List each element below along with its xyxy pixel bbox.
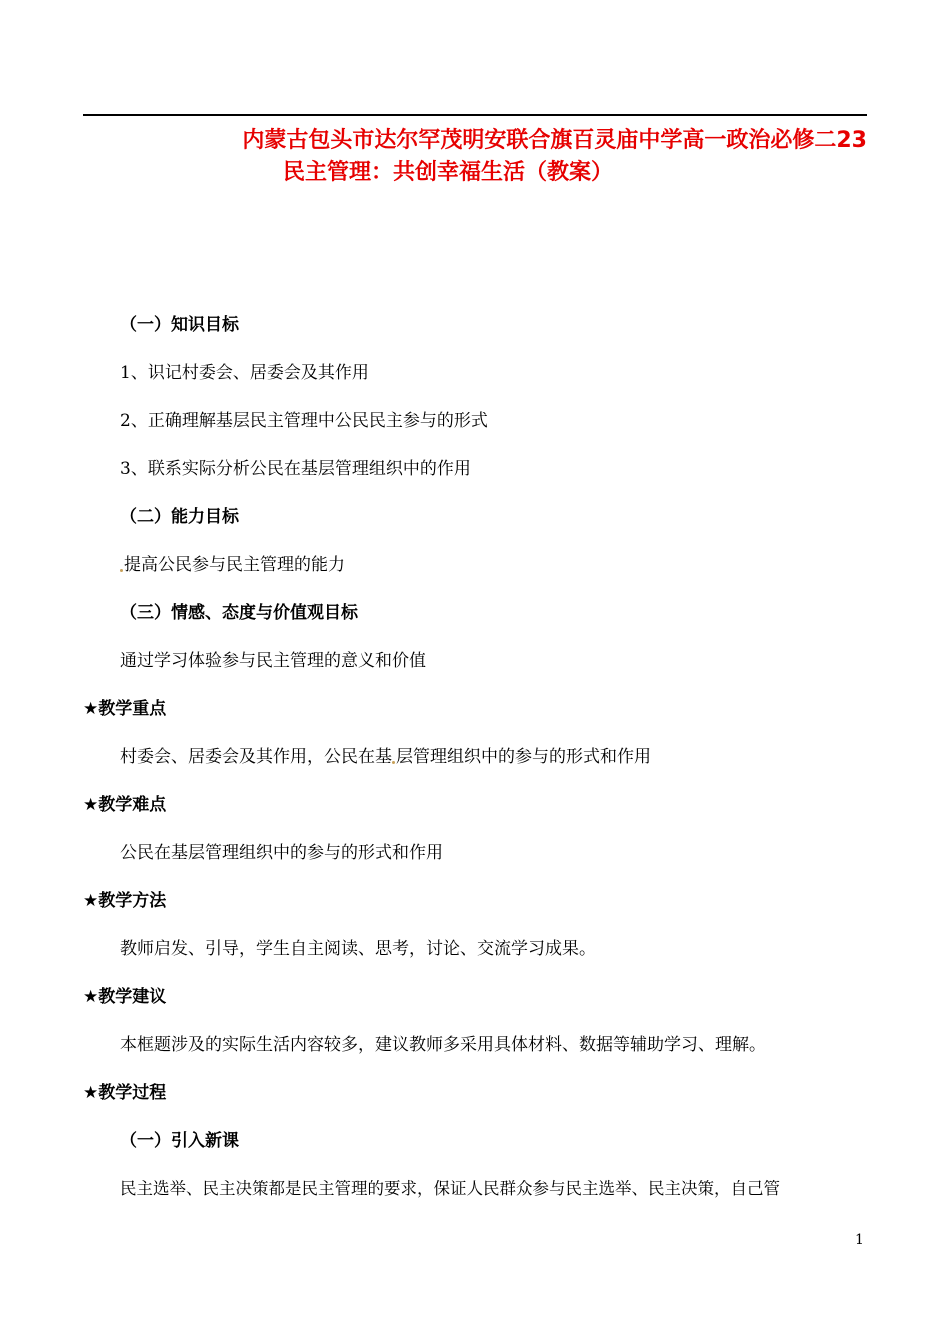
methods-text: 教师启发、引导，学生自主阅读、思考，讨论、交流学习成果。 xyxy=(120,939,596,959)
difficulties-heading: ★教学难点 xyxy=(83,795,167,815)
key-points-text xyxy=(120,745,651,769)
key-points-text-a: 村委会、居委会及其作用，公民在基 xyxy=(120,747,392,767)
suggestions-text: 本框题涉及的实际生活内容较多，建议教师多采用具体材料、数据等辅助学习、理解。 xyxy=(120,1035,766,1055)
ability-objectives-text xyxy=(120,553,345,577)
emotion-objectives-heading: （三）情感、态度与价值观目标 xyxy=(120,603,358,623)
knowledge-item-1: 1、识记村委会、居委会及其作用 xyxy=(120,363,369,383)
document-title xyxy=(83,125,867,189)
ability-objectives-heading: （二）能力目标 xyxy=(120,507,239,527)
intro-text: 民主选举、民主决策都是民主管理的要求，保证人民群众参与民主选举、民主决策，自己管 xyxy=(120,1179,780,1198)
marker-dot xyxy=(392,761,395,764)
key-points-heading: ★教学重点 xyxy=(83,699,167,719)
knowledge-item-3: 3、联系实际分析公民在基层管理组织中的作用 xyxy=(120,459,471,479)
knowledge-objectives-heading: （一）知识目标 xyxy=(120,315,239,335)
page-number: 1 xyxy=(855,1232,864,1248)
methods-heading: ★教学方法 xyxy=(83,891,167,911)
header-rule xyxy=(83,114,867,116)
ability-text: 提高公民参与民主管理的能力 xyxy=(124,555,345,575)
knowledge-item-2: 2、正确理解基层民主管理中公民民主参与的形式 xyxy=(120,411,488,431)
title-line-2: 民主管理：共创幸福生活（教案） xyxy=(283,160,614,185)
intro-heading: （一）引入新课 xyxy=(120,1131,239,1151)
emotion-objectives-text: 通过学习体验参与民主管理的意义和价值 xyxy=(120,651,426,671)
key-points-text-b: 层管理组织中的参与的形式和作用 xyxy=(396,747,651,767)
marker-dot xyxy=(120,569,123,572)
suggestions-heading: ★教学建议 xyxy=(83,987,167,1007)
title-line-1: 内蒙古包头市达尔罕茂明安联合旗百灵庙中学高一政治必修二23 xyxy=(242,128,867,153)
difficulties-text: 公民在基层管理组织中的参与的形式和作用 xyxy=(120,843,443,863)
process-heading: ★教学过程 xyxy=(83,1083,167,1103)
